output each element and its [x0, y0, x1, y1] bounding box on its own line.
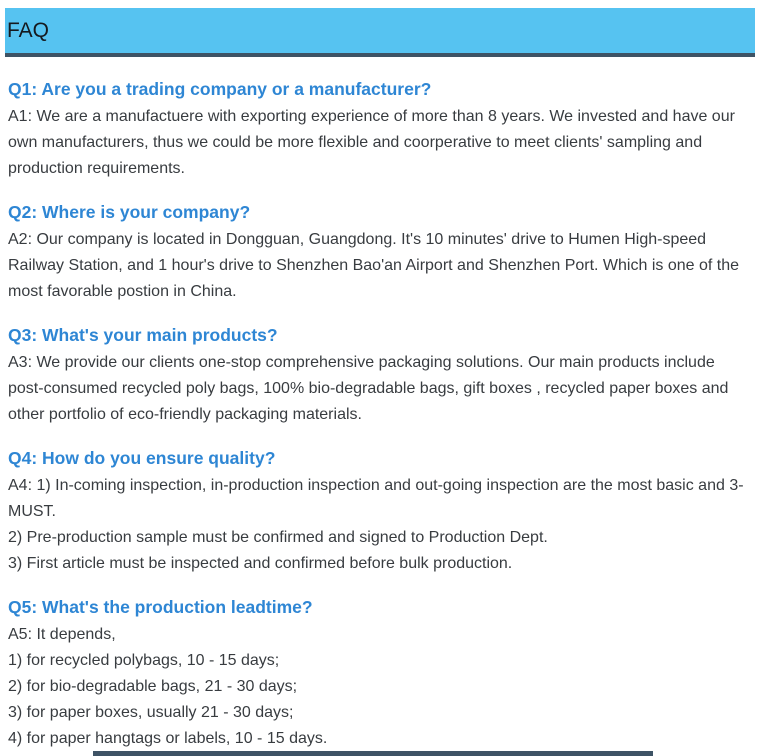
faq-question-heading: Q2: Where is your company?: [8, 202, 251, 222]
faq-item: [8, 597, 748, 752]
faq-answer-line: 3) First article must be inspected and confirmed before bulk production.: [8, 555, 513, 572]
next-section-top-edge: [93, 751, 653, 756]
faq-answer-line: A3: We provide our clients one-stop comprehensive packaging solutions. Our main products include post-consumed recycled poly bags, 100% bio-degradable bags, gift boxes , recycled paper boxes and other portfolio of eco-friendly packaging materials.: [8, 354, 729, 423]
faq-answer-line: 2) Pre-production sample must be confirmed and signed to Production Dept.: [8, 529, 548, 546]
faq-answer-line: A4: 1) In-coming inspection, in-production inspection and out-going inspection are the most basic and 3-MUST.: [8, 477, 744, 520]
faq-answer: [8, 227, 748, 305]
faq-section-header: [5, 8, 755, 57]
faq-answer: [8, 104, 748, 182]
faq-item: [8, 79, 748, 182]
faq-answer: [8, 622, 748, 752]
faq-list: [0, 79, 765, 752]
faq-answer-line: 1) for recycled polybags, 10 - 15 days;: [8, 652, 280, 669]
faq-question-heading: Q4: How do you ensure quality?: [8, 448, 276, 468]
faq-answer: [8, 473, 748, 577]
faq-answer: [8, 350, 748, 428]
faq-question-heading: Q1: Are you a trading company or a manufacturer?: [8, 79, 432, 99]
faq-answer-line: A5: It depends,: [8, 626, 116, 643]
faq-item: [8, 202, 748, 305]
faq-question-heading: Q5: What's the production leadtime?: [8, 597, 313, 617]
faq-answer-line: A1: We are a manufactuere with exporting experience of more than 8 years. We invested and have our own manufacturers, thus we could be more flexible and coorperative to meet clients' sampling and production requirements.: [8, 108, 735, 177]
faq-answer-line: 2) for bio-degradable bags, 21 - 30 days;: [8, 678, 298, 695]
faq-item: [8, 325, 748, 428]
faq-item: [8, 448, 748, 577]
faq-answer-line: A2: Our company is located in Dongguan, Guangdong. It's 10 minutes' drive to Humen High-speed Railway Station, and 1 hour's drive to Shenzhen Bao'an Airport and Shenzhen Port. Which is one of the most favorable postion in China.: [8, 231, 739, 300]
faq-answer-line: 3) for paper boxes, usually 21 - 30 days;: [8, 704, 294, 721]
faq-answer-line: 4) for paper hangtags or labels, 10 - 15 days.: [8, 730, 328, 747]
faq-question-heading: Q3: What's your main products?: [8, 325, 278, 345]
faq-section-title: FAQ: [7, 19, 50, 42]
